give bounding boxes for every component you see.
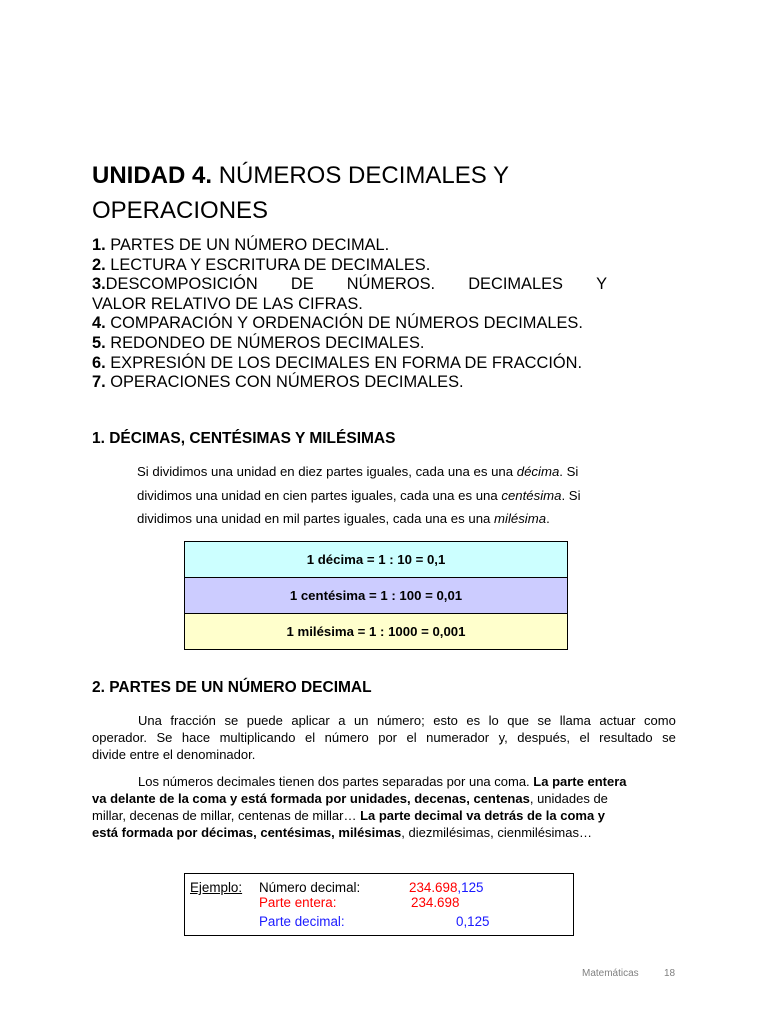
word: lo: [488, 713, 499, 728]
toc-item-text: OPERACIONES CON NÚMEROS DECIMALES.: [110, 373, 464, 392]
word: multiplicando: [219, 730, 296, 745]
bold-text: está formada por décimas, centésimas, milésimas: [92, 825, 402, 840]
equivalence-row: 1 milésima = 1 : 1000 = 0,001: [185, 613, 567, 649]
toc-item-number: 2.: [92, 255, 106, 274]
toc-item-text: EXPRESIÓN DE LOS DECIMALES EN FORMA DE FRACCIÓN.: [110, 353, 583, 372]
toc-item-word: Y: [596, 275, 607, 294]
toc-item: [92, 275, 607, 295]
word: se: [662, 730, 676, 745]
title-line-1: [92, 158, 652, 193]
section-1-intro: [137, 460, 637, 531]
toc-item-word: NÚMEROS.: [346, 275, 436, 294]
text: . Si: [561, 487, 581, 503]
toc-item: [92, 354, 607, 374]
toc-item-first-word: [92, 275, 258, 295]
text: Los números decimales tienen dos partes separadas por una coma.: [138, 774, 534, 789]
decimal-number-value: [409, 880, 483, 895]
example-box: [184, 873, 574, 936]
toc-item-number: 7.: [92, 373, 106, 392]
toc-item-word: DESCOMPOSICIÓN: [105, 275, 258, 294]
equivalence-row: 1 décima = 1 : 10 = 0,1: [185, 542, 567, 577]
page-number: 18: [664, 968, 676, 979]
paragraph-line: divide entre el denominador.: [92, 747, 256, 762]
unit-number: UNIDAD 4.: [92, 162, 213, 189]
toc-item: [92, 256, 607, 276]
toc-item-number: 4.: [92, 314, 106, 333]
word: el: [304, 730, 316, 745]
text: .: [546, 511, 550, 526]
word: número: [324, 730, 369, 745]
toc-item-text: REDONDEO DE NÚMEROS DECIMALES.: [110, 333, 425, 352]
word: Se: [156, 730, 173, 745]
toc-item-number: 6.: [92, 353, 106, 372]
word: por: [378, 730, 398, 745]
bold-text: La parte entera: [533, 774, 627, 789]
text: Si dividimos una unidad en diez partes iguales, cada una es una: [137, 464, 517, 479]
text: , diezmilésimas, cienmilésimas…: [401, 825, 592, 840]
title-line-2: OPERACIONES: [92, 197, 269, 224]
toc-item: [92, 334, 607, 354]
word: llama: [559, 713, 591, 728]
integer-part-text: 234.698: [409, 880, 458, 895]
bold-text: La parte decimal va detrás de la coma y: [360, 808, 606, 823]
paragraph: [92, 712, 676, 763]
word: resultado: [599, 730, 653, 745]
text: dividimos una unidad en cien partes iguales, cada una es una: [137, 487, 502, 503]
term: décima: [516, 464, 560, 479]
word: esto: [433, 713, 458, 728]
equivalence-table: [184, 541, 568, 650]
toc-item-text: PARTES DE UN NÚMERO DECIMAL.: [110, 236, 390, 254]
word: hace: [181, 730, 211, 745]
word: un: [354, 713, 369, 728]
word: a: [338, 713, 346, 728]
toc-item: [92, 314, 607, 334]
text: millar, decenas de millar, centenas de millar…: [92, 808, 361, 823]
word: puede: [246, 713, 283, 728]
toc-item-continuation: VALOR RELATIVO DE LAS CIFRAS.: [92, 294, 363, 313]
word: número;: [377, 713, 425, 728]
paragraph-line: [137, 460, 637, 484]
toc-item-number: 3.: [92, 275, 106, 294]
footer-subject: Matemáticas: [582, 968, 639, 979]
paragraph-line: [92, 824, 676, 841]
toc-item-word: DECIMALES: [468, 275, 563, 294]
word: el: [579, 730, 590, 745]
toc-item: [92, 373, 607, 393]
bold-text: va delante de la coma y está formada por unidades, decenas, centenas: [92, 791, 530, 806]
paragraph-line: [92, 712, 676, 729]
decimal-part-value: 0,125: [456, 914, 490, 929]
page-title: [92, 158, 652, 228]
term: milésima: [494, 511, 547, 526]
toc-item-number: 5.: [92, 333, 106, 352]
paragraph-line: [92, 773, 676, 790]
word: se: [537, 713, 552, 728]
section-heading: 1. DÉCIMAS, CENTÉSIMAS Y MILÉSIMAS: [92, 430, 396, 447]
toc-item-text: COMPARACIÓN Y ORDENACIÓN DE NÚMEROS DECIMALES.: [110, 314, 583, 333]
decimal-number-label: Número decimal:: [259, 880, 361, 895]
unit-title: NÚMEROS DECIMALES Y: [218, 162, 509, 189]
paragraph-line: [137, 507, 637, 531]
example-label: Ejemplo:: [190, 880, 243, 895]
term: centésima: [501, 487, 562, 503]
word: Una: [138, 713, 162, 728]
word: fracción: [170, 713, 216, 728]
word: que: [507, 713, 529, 728]
paragraph: [92, 773, 676, 841]
integer-part-value: 234.698: [411, 895, 460, 910]
toc-item-number: 1.: [92, 236, 106, 254]
word: es: [466, 713, 481, 728]
toc-item: [92, 236, 607, 256]
word: aplicar: [291, 713, 330, 728]
equivalence-row: 1 centésima = 1 : 100 = 0,01: [185, 577, 567, 613]
toc-item-text: LECTURA Y ESCRITURA DE DECIMALES.: [110, 255, 431, 274]
word: numerador: [426, 730, 490, 745]
word: después,: [517, 730, 570, 745]
table-of-contents: [92, 236, 607, 393]
paragraph-line: [137, 484, 637, 508]
text: dividimos una unidad en mil partes iguales, cada una es una: [137, 511, 495, 526]
paragraph-line: [92, 807, 676, 824]
word: y,: [498, 730, 508, 745]
toc-item-word: DE: [290, 275, 314, 294]
integer-part-label: Parte entera:: [259, 895, 337, 910]
word: operador.: [92, 730, 147, 745]
word: el: [406, 730, 417, 745]
text: , unidades de: [529, 791, 608, 806]
word: actuar: [599, 713, 636, 728]
word: como: [644, 713, 676, 728]
decimal-part-text: ,125: [457, 880, 484, 895]
section-heading: 2. PARTES DE UN NÚMERO DECIMAL: [92, 679, 372, 696]
word: se: [224, 713, 239, 728]
paragraph-line: [92, 790, 676, 807]
paragraph-line: [92, 729, 676, 746]
text: . Si: [559, 464, 579, 479]
decimal-part-label: Parte decimal:: [259, 914, 345, 929]
